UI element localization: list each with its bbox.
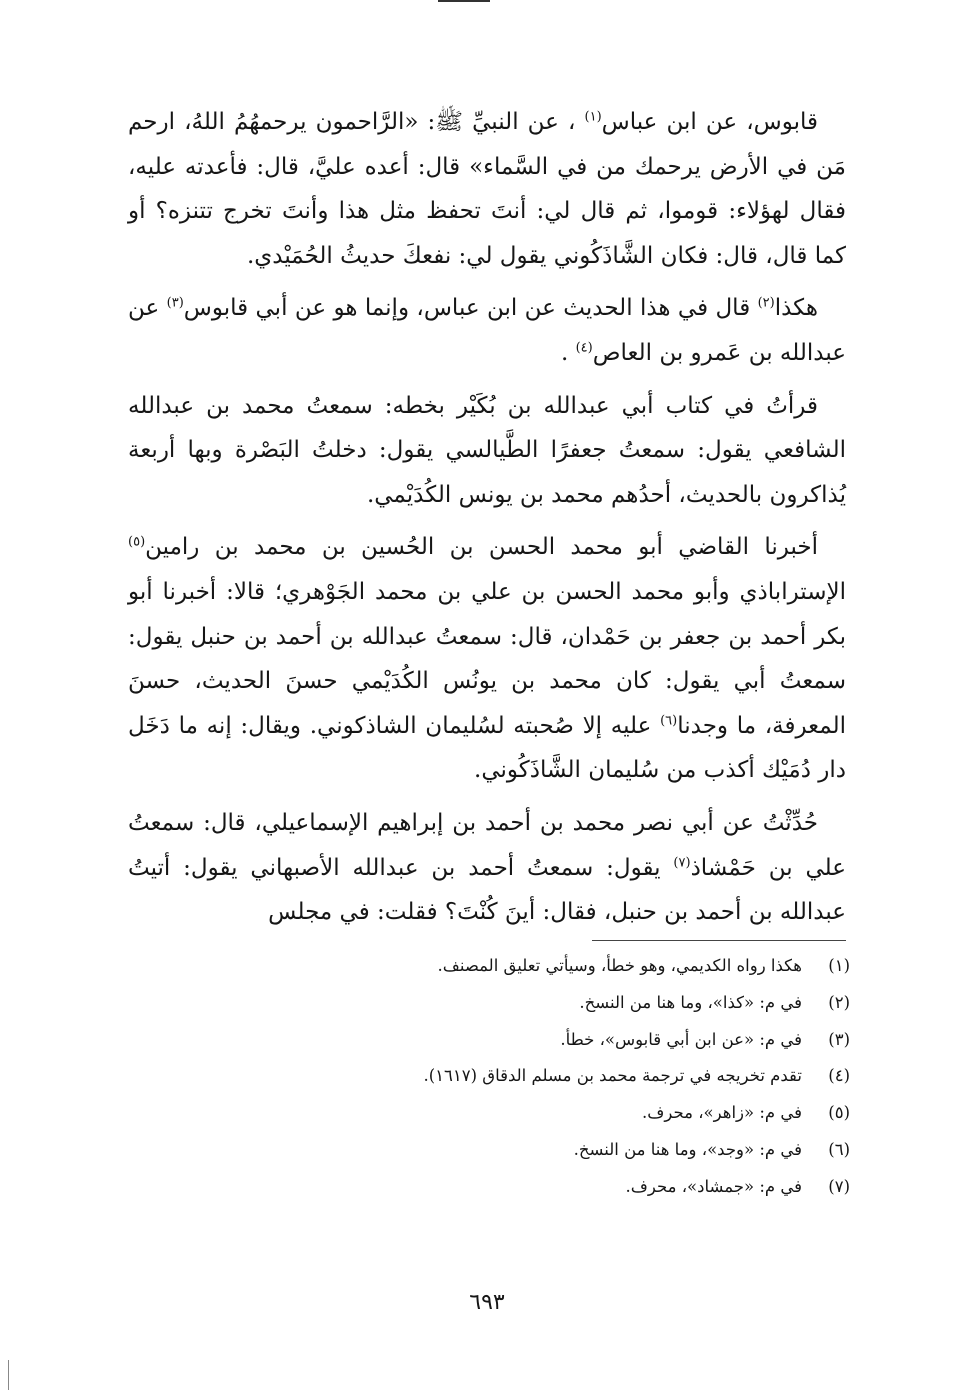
- footnote-ref-1: (١): [584, 109, 602, 125]
- main-text: [128, 100, 846, 943]
- paragraph-1: [128, 100, 846, 278]
- text-segment: قابوس، عن ابن عباس: [601, 109, 818, 135]
- footnote-text: في م: «عن ابن أبي قابوس»، خطأ.: [560, 1029, 802, 1049]
- footnote-4: [128, 1058, 850, 1095]
- paragraph-5: [128, 801, 846, 935]
- footnote-number: (٥): [828, 1103, 850, 1123]
- footnote-ref-6: (٦): [660, 713, 678, 729]
- text-segment: يقول: سمعتُ أحمد بن عبدالله الأصبهاني يقول: أتيتُ عبدالله بن أحمد بن حنبل، فقال: أينَ كُنْتَ؟ فقلت: في مجلس: [128, 854, 846, 926]
- footnote-6: [128, 1132, 850, 1169]
- text-segment: عن عبدالله بن عَمرو بن العاص: [128, 295, 846, 366]
- footnote-1: [128, 948, 850, 985]
- footnote-text: هكذا رواه الكديمي، وهو خطأ، وسيأتي تعليق المصنف.: [437, 956, 802, 975]
- footnote-text: في م: «جمشاد»، محرف.: [625, 1176, 802, 1196]
- text-segment: هكذا: [774, 295, 819, 322]
- text-segment: الإستراباذي وأبو محمد الحسن بن علي بن محمد الجَوْهري؛ قالا: أخبرنا أبو بكر أحمد بن جعفر بن حَمْدان، قال: سمعتُ عبدالله بن أحمد بن حنبل يقول: سمعتُ أبي يقول: كان محمد بن يونُس الكُدَيْمي حسنَ الحديث، حسنَ المعرفة، ما وجدنا: [128, 578, 847, 739]
- footnote-text: في م: «كذا»، وما هنا من النسخ.: [579, 992, 802, 1012]
- footnote-text: في م: «زاهر»، محرف.: [642, 1103, 802, 1123]
- footnote-ref-2: (٢): [757, 295, 775, 311]
- footnote-2: [128, 985, 850, 1022]
- footnote-number: (١): [828, 956, 850, 975]
- text-segment: .: [560, 339, 576, 366]
- page-number: ٦٩٣: [469, 1290, 505, 1315]
- paragraph-3: [128, 384, 846, 518]
- footnote-separator: [592, 940, 846, 941]
- scan-edge-mark: [8, 1360, 9, 1390]
- footnotes: [128, 948, 850, 1206]
- footnote-5: [128, 1095, 850, 1132]
- footnote-text: تقدم تخريجه في ترجمة محمد بن مسلم الدقاق (١٦١٧).: [423, 1066, 802, 1086]
- text-segment: حُدِّثْتُ عن أبي نصر محمد بن أحمد بن إبراهيم الإسماعيلي، قال: سمعتُ علي بن حَمْشاذ: [128, 809, 847, 881]
- top-edge-mark: [438, 0, 490, 7]
- footnote-text: في م: «وجد»، وما هنا من النسخ.: [573, 1139, 802, 1159]
- footnote-number: (٣): [828, 1029, 850, 1049]
- footnote-number: (٢): [828, 992, 850, 1012]
- footnote-ref-7: (٧): [673, 854, 691, 870]
- text-segment: قرأتُ في كتاب أبي عبدالله بن بُكَيْر بخطه: سمعتُ محمد بن عبدالله الشافعي يقول: سمعتُ جعفرًا الطَّيالسي يقول: دخلتُ البَصْرة وبها أربعة يُذاكرون بالحديث، أحدُهم محمد بن يونس الكُدَيْمي.: [128, 392, 846, 508]
- text-segment: ، عن النبيِّ ﷺ: «الرَّاحمون يرحمهُمُ اللهُ، ارحم مَن في الأرض يرحمك من في السَّماء» قال: أعده عليَّ، قال: فأعدته عليه، فقال لهؤلاء: قوموا، ثم قال لي: أنتَ تحفظ مثل هذا وأنتَ تخرج تتنزه؟ أو كما قال، قال: فكان الشَّاذَكُوني يقول لي: نفعكَ حديثُ الحُمَيْدي.: [128, 109, 846, 269]
- paragraph-2: [128, 286, 846, 375]
- footnote-ref-5: (٥): [128, 534, 146, 550]
- text-segment: قال في هذا الحديث عن ابن عباس، وإنما هو عن أبي قابوس: [183, 295, 758, 322]
- footnote-number: (٧): [828, 1176, 850, 1196]
- footnote-number: (٤): [828, 1066, 850, 1086]
- footnote-7: [128, 1169, 850, 1206]
- text-segment: عليه إلا صُحبته لسُليمان الشاذكوني. ويقال: إنه ما دَخَل دار دُمَيْك أكذب من سُليمان الشَّاذَكُوني.: [128, 712, 846, 784]
- footnote-ref-3: (٣): [166, 295, 184, 311]
- footnote-ref-4: (٤): [575, 340, 593, 356]
- footnote-number: (٦): [828, 1139, 850, 1159]
- text-segment: أخبرنا القاضي أبو محمد الحسن بن الحُسين بن محمد بن رامين: [145, 534, 818, 561]
- footnote-3: [128, 1022, 850, 1059]
- paragraph-4: [128, 525, 846, 793]
